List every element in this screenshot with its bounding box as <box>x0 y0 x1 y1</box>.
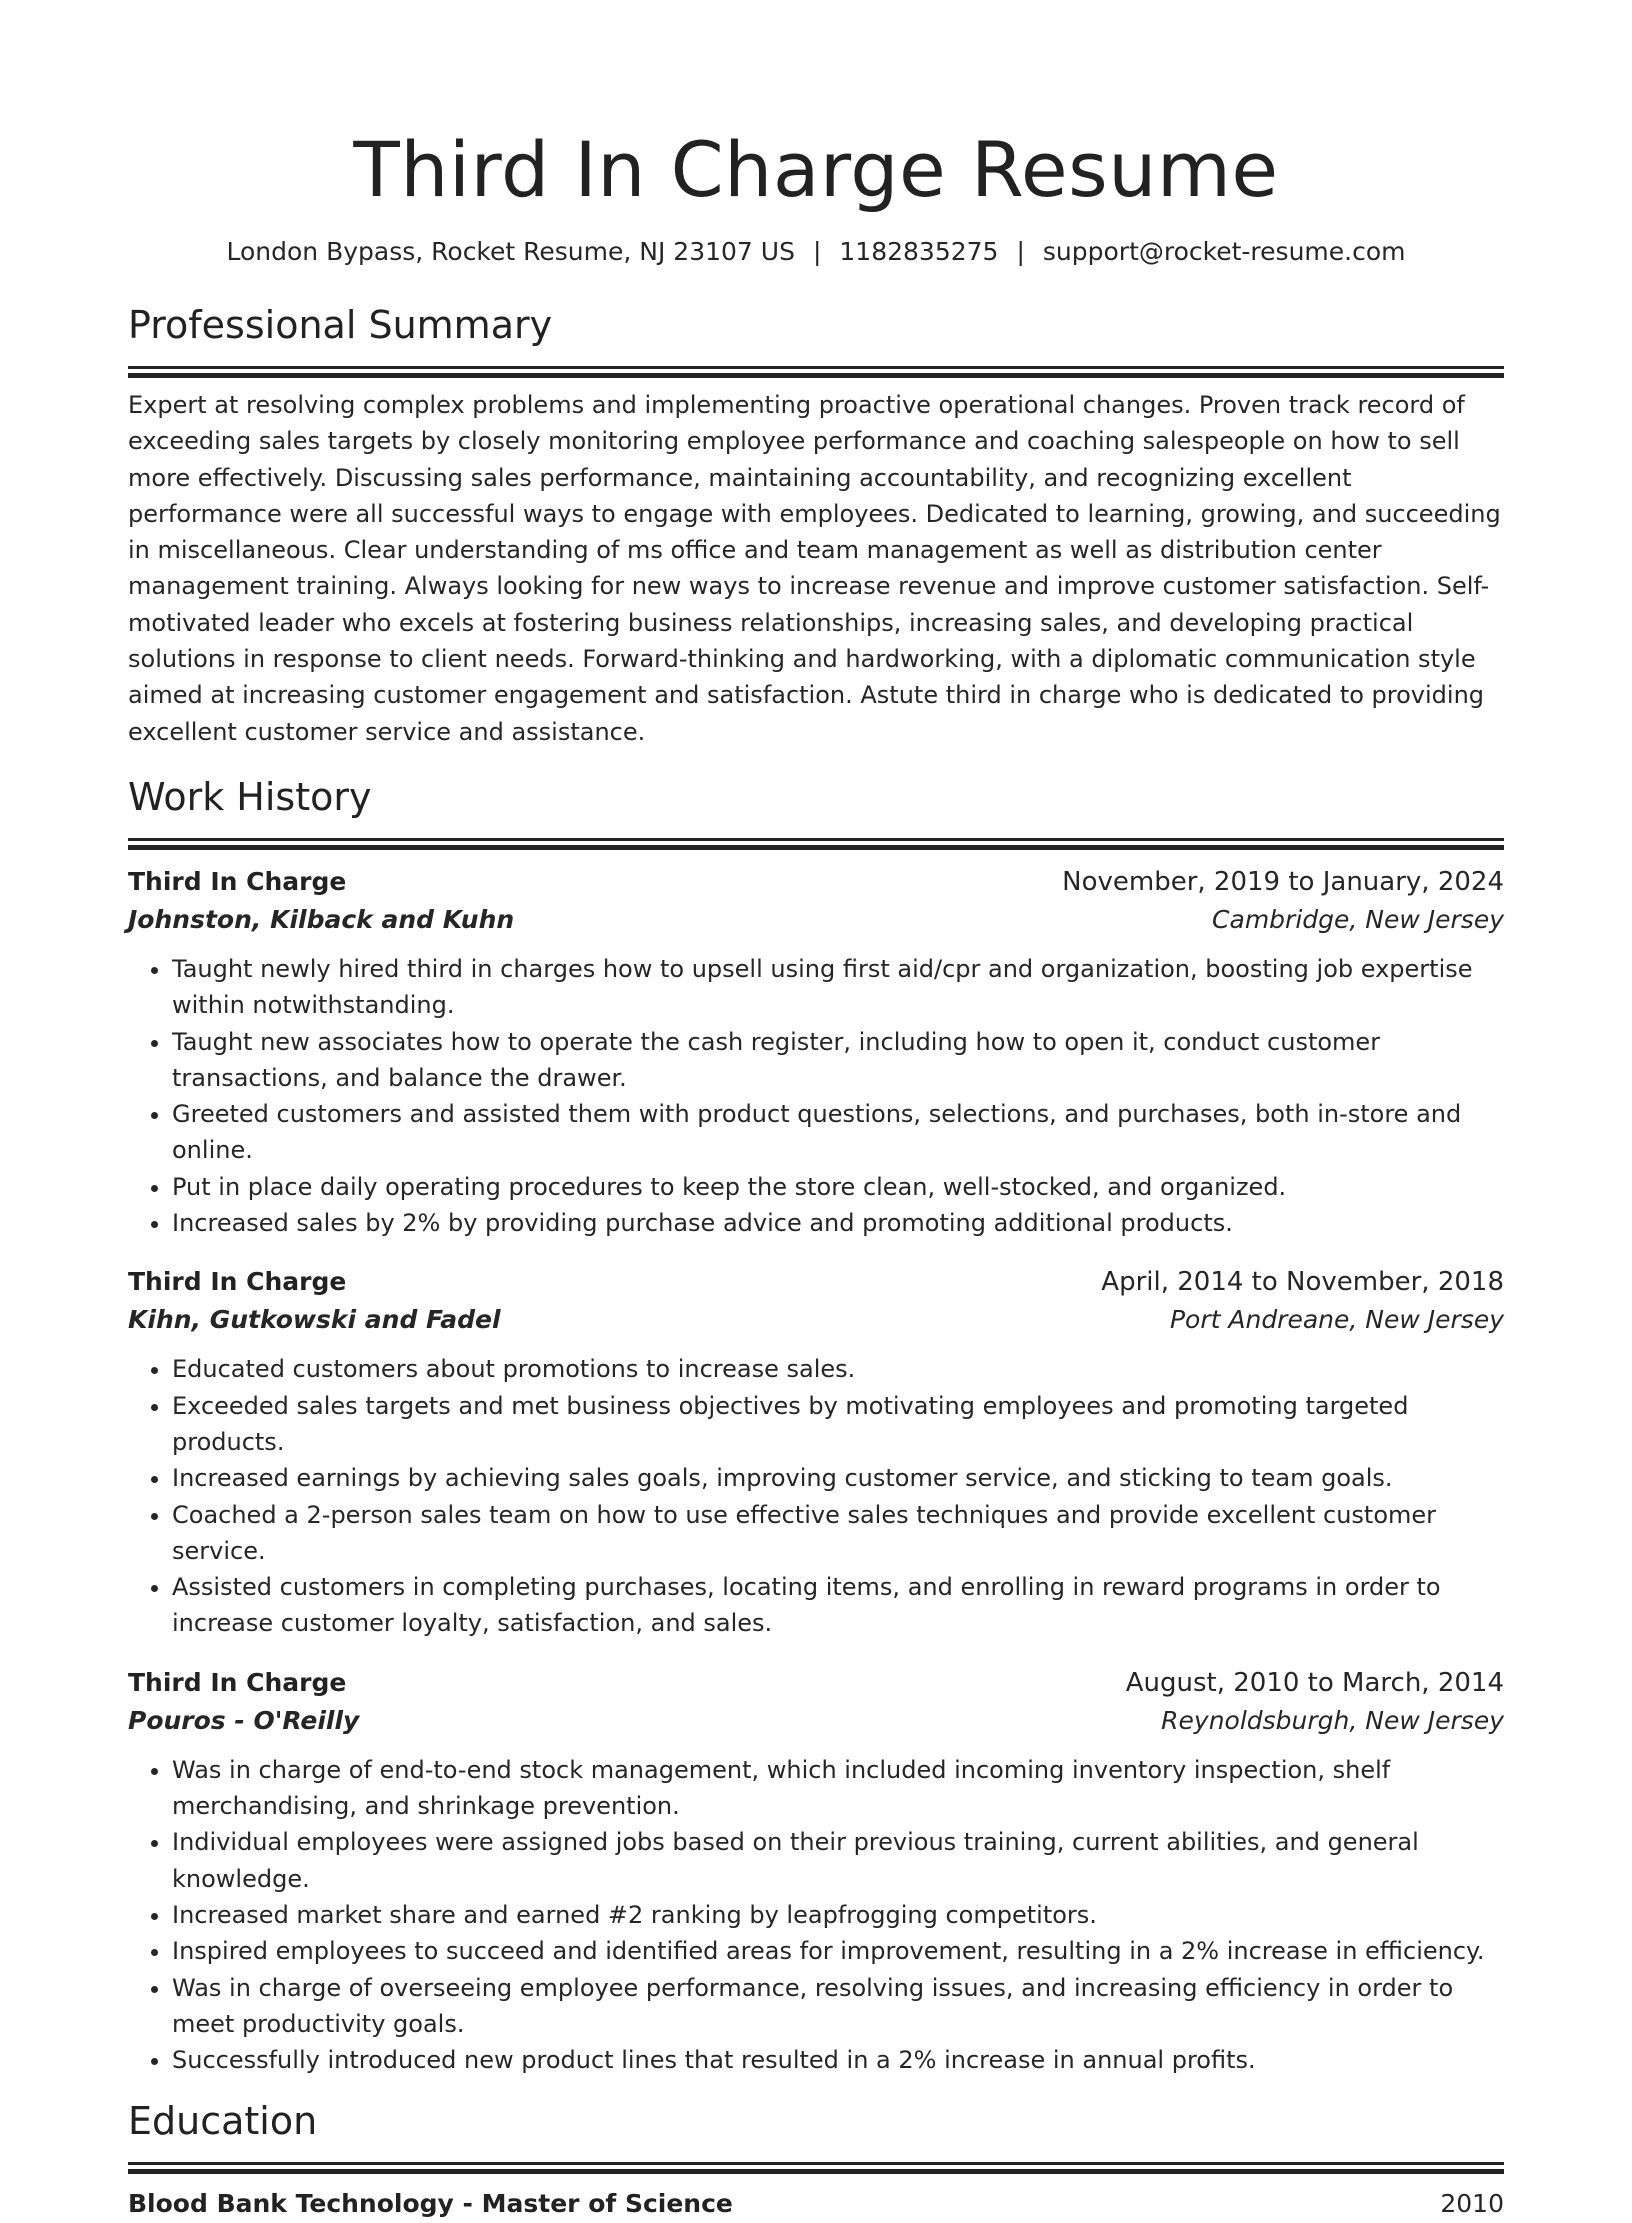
section-divider <box>128 2162 1504 2179</box>
job-bullet: • Increased earnings by achieving sales goals, improving customer service, and sticking to team goals. <box>172 1460 1504 1496</box>
job-bullet: • Greeted customers and assisted them with product questions, selections, and purchases, both in-store and online. <box>172 1096 1504 1169</box>
job-bullet: • Educated customers about promotions to increase sales. <box>172 1351 1504 1387</box>
job-bullets <box>128 1351 1504 1641</box>
job-bullet: • Assisted customers in completing purchases, locating items, and enrolling in reward programs in order to increase customer loyalty, satisfaction, and sales. <box>172 1569 1504 1642</box>
job-dates: November, 2019 to January, 2024 <box>1062 866 1504 897</box>
section-title-work-history: Work History <box>128 774 372 819</box>
job-title: Third In Charge <box>128 1267 347 1297</box>
job-bullets <box>128 1752 1504 2079</box>
section-divider <box>128 838 1504 855</box>
contact-line <box>128 234 1504 270</box>
job-company: Johnston, Kilback and Kuhn <box>128 904 515 934</box>
job-entry <box>128 863 1504 1241</box>
job-bullet: • Put in place daily operating procedures to keep the store clean, well-stocked, and organized. <box>172 1169 1504 1205</box>
summary-text: Expert at resolving complex problems and implementing proactive operational changes. Proven track record of exceeding sales targets by closely monitoring employee performance and coaching salespeople on how to sell more effectively. Discussing sales performance, maintaining accountability, and recognizing excellent performance were all successful ways to engage with employees. Dedicated to learning, growing, and succeeding in miscellaneous. Clear understanding of ms office and team management as well as distribution center management training. Always looking for new ways to increase revenue and improve customer satisfaction. Self-motivated leader who excels at fostering business relationships, increasing sales, and developing practical solutions in response to client needs. Forward-thinking and hardworking, with a diplomatic communication style aimed at increasing customer engagement and satisfaction. Astute third in charge who is dedicated to providing excellent customer service and assistance. <box>128 391 1501 746</box>
job-bullet: • Inspired employees to succeed and identified areas for improvement, resulting in a 2% increase in efficiency. <box>172 1933 1504 1969</box>
job-subheader <box>128 901 1504 939</box>
job-location: Cambridge, New Jersey <box>1212 904 1504 934</box>
job-subheader <box>128 1301 1504 1339</box>
contact-separator: | <box>1016 237 1025 266</box>
job-bullet: • Coached a 2-person sales team on how to use effective sales techniques and provide excellent customer service. <box>172 1497 1504 1570</box>
job-header <box>128 863 1504 901</box>
job-location: Port Andreane, New Jersey <box>1169 1305 1504 1335</box>
education-year: 2010 <box>1440 2189 1504 2219</box>
job-bullet: • Successfully introduced new product lines that resulted in a 2% increase in annual profits. <box>172 2042 1504 2078</box>
job-entry <box>128 1263 1504 1641</box>
section-divider <box>128 366 1504 383</box>
job-header <box>128 1263 1504 1301</box>
section-title-summary: Professional Summary <box>128 303 553 347</box>
job-bullet: • Increased market share and earned #2 ranking by leapfrogging competitors. <box>172 1897 1504 1933</box>
job-company: Kihn, Gutkowski and Fadel <box>128 1305 501 1335</box>
contact-phone: 1182835275 <box>839 237 999 266</box>
work-history-section <box>128 772 1504 2078</box>
job-bullets <box>128 951 1504 1241</box>
section-title-education: Education <box>128 2099 318 2144</box>
job-company: Pouros - O'Reilly <box>128 1705 360 1735</box>
job-subheader <box>128 1702 1504 1740</box>
job-bullet: • Taught newly hired third in charges how to upsell using first aid/cpr and organization, boosting job expertise within notwithstanding. <box>172 951 1504 1024</box>
contact-address: London Bypass, Rocket Resume, NJ 23107 US <box>226 237 795 266</box>
job-bullet: • Was in charge of end-to-end stock management, which included incoming inventory inspection, shelf merchandising, and shrinkage prevention. <box>172 1752 1504 1825</box>
job-title: Third In Charge <box>128 1667 347 1697</box>
education-degree: Blood Bank Technology - Master of Science <box>128 2189 733 2219</box>
contact-email: support@rocket-resume.com <box>1042 237 1406 266</box>
summary-section <box>128 300 1504 750</box>
education-entry <box>128 2185 1504 2223</box>
resume-page <box>128 0 1504 2223</box>
education-section <box>128 2096 1504 2223</box>
job-bullet: • Taught new associates how to operate the cash register, including how to open it, conduct customer transactions, and balance the drawer. <box>172 1024 1504 1097</box>
job-entry <box>128 1664 1504 2079</box>
job-title: Third In Charge <box>128 866 347 896</box>
job-location: Reynoldsburgh, New Jersey <box>1161 1705 1504 1735</box>
resume-title: Third In Charge Resume <box>353 125 1279 214</box>
job-bullet: • Exceeded sales targets and met business objectives by motivating employees and promoting targeted products. <box>172 1388 1504 1461</box>
job-bullet: • Increased sales by 2% by providing purchase advice and promoting additional products. <box>172 1205 1504 1241</box>
contact-separator: | <box>812 237 822 266</box>
job-bullet: • Individual employees were assigned jobs based on their previous training, current abilities, and general knowledge. <box>172 1824 1504 1897</box>
job-bullet: • Was in charge of overseeing employee performance, resolving issues, and increasing efficiency in order to meet productivity goals. <box>172 1970 1504 2043</box>
job-header <box>128 1664 1504 1702</box>
job-dates: August, 2010 to March, 2014 <box>1125 1667 1504 1698</box>
job-dates: April, 2014 to November, 2018 <box>1101 1267 1504 1298</box>
